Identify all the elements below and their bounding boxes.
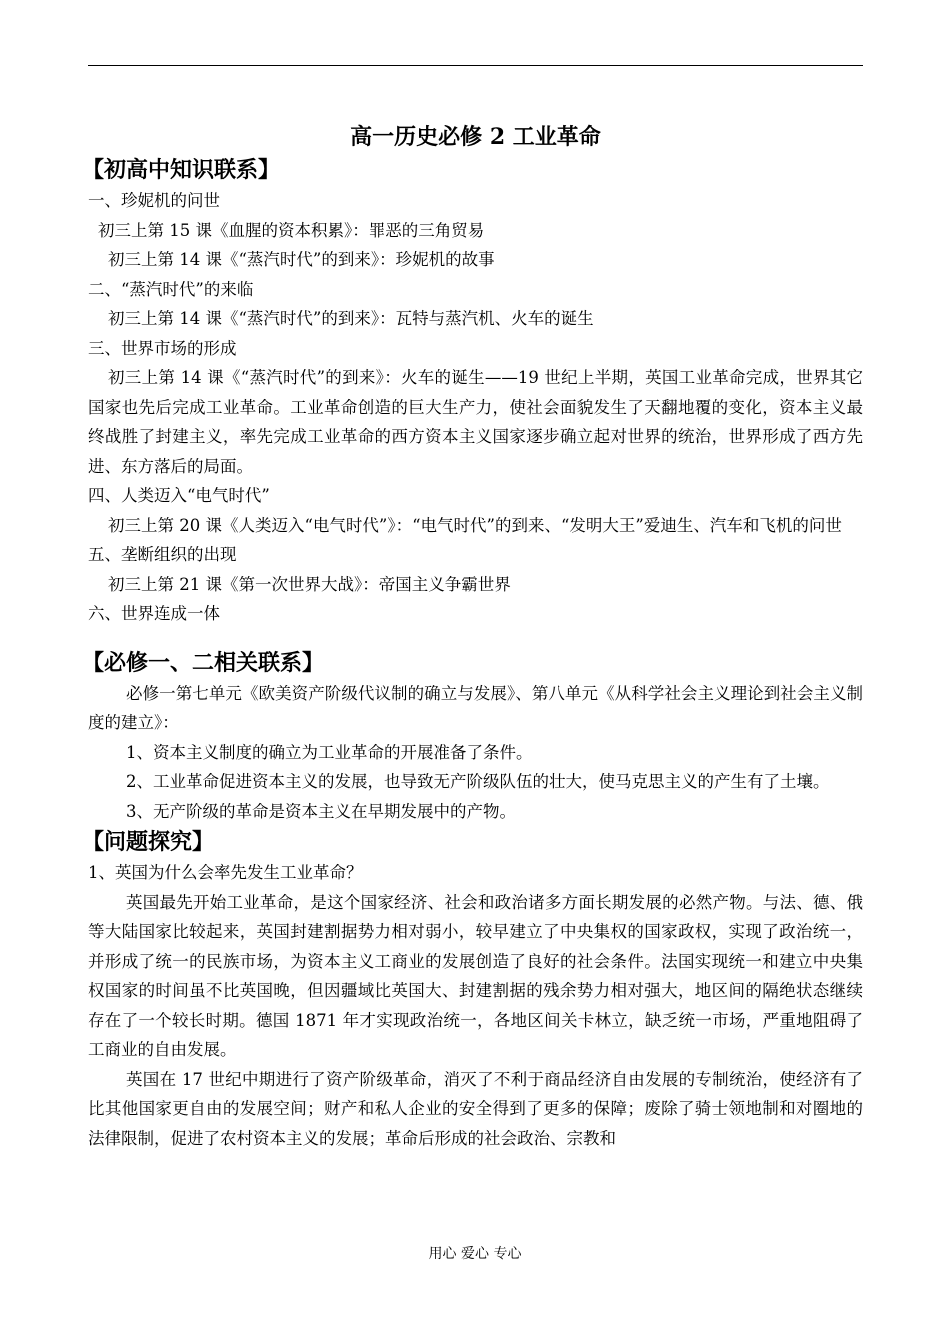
paragraph: 必修一第七单元《欧美资产阶级代议制的确立与发展》、第八单元《从科学社会主义理论到社会主义制度的建立》： xyxy=(88,683,863,732)
section-heading-related-links: 【必修一、二相关联系】 xyxy=(82,649,325,676)
list-item: 初三上第 14 课《“蒸汽时代”的到来》：珍妮机的故事 xyxy=(108,250,495,269)
question: 1、英国为什么会率先发生工业革命？ xyxy=(88,863,363,882)
paragraph: 初三上第 14 课《“蒸汽时代”的到来》：火车的诞生——19 世纪上半期，英国工业革命完成，世界其它国家也先后完成工业革命。工业革命创造的巨大生产力，使社会面貌发生了天翻地覆的变化，资本主义最终战胜了封建主义，率先完成工业革命的西方资本主义国家逐步确立起对世界的统治，世界形成了西方先进、东方落后的局面。 xyxy=(88,368,863,476)
section-heading-knowledge-links: 【初高中知识联系】 xyxy=(82,157,281,183)
list-item: 四、人类迈入“电气时代” xyxy=(88,486,270,505)
paragraph: 英国最先开始工业革命，是这个国家经济、社会和政治诸多方面长期发展的必然产物。与法、德、俄等大陆国家比较起来，英国封建割据势力相对弱小，较早建立了中央集权的国家政权，实现了政治统一，并形成了统一的民族市场，为资本主义工商业的发展创造了良好的社会条件。法国实现统一和建立中央集权国家的时间虽不比英国晚，但因疆域比英国大、封建割据的残余势力相对强大，地区间的隔绝状态继续存在了一个较长时期。德国 1871 年才实现政治统一，各地区间关卡林立，缺乏统一市场，严重地阻碍了工商业的自由发展。 xyxy=(88,892,863,1059)
page-title: 高一历史必修 2 工业革命 xyxy=(350,124,601,150)
list-item: 初三上第 21 课《第一次世界大战》：帝国主义争霸世界 xyxy=(108,574,511,594)
paragraph: 1、资本主义制度的确立为工业革命的开展准备了条件。 xyxy=(126,742,533,762)
list-item: 六、世界连成一体 xyxy=(88,604,220,623)
list-item: 三、世界市场的形成 xyxy=(88,338,237,358)
document-body xyxy=(82,120,863,1153)
paragraph: 初三上第 20 课《人类迈入“电气时代”》：“电气时代”的到来、“发明大王”爱迪生、汽车和飞机的问世 xyxy=(108,515,842,535)
section-heading-inquiry: 【问题探究】 xyxy=(82,829,215,855)
list-item: 初三上第 14 课《“蒸汽时代”的到来》：瓦特与蒸汽机、火车的诞生 xyxy=(108,309,594,328)
paragraph: 2、工业革命促进资本主义的发展，也导致无产阶级队伍的壮大，使马克思主义的产生有了土壤。 xyxy=(126,772,830,791)
paragraph: 3、无产阶级的革命是资本主义在早期发展中的产物。 xyxy=(126,801,516,821)
list-item: 二、“蒸汽时代”的来临 xyxy=(88,279,254,299)
list-item: 五、垄断组织的出现 xyxy=(88,545,237,564)
page-footer: 用心 爱心 专心 xyxy=(428,1246,522,1262)
paragraph: 英国在 17 世纪中期进行了资产阶级革命，消灭了不利于商品经济自由发展的专制统治，使经济有了比其他国家更自由的发展空间；财产和私人企业的安全得到了更多的保障；废除了骑士领地制和对圈地的法律限制，促进了农村资本主义的发展；革命后形成的社会政治、宗教和 xyxy=(88,1069,863,1148)
list-item: 一、珍妮机的问世 xyxy=(88,191,220,210)
list-item: 初三上第 15 课《血腥的资本积累》：罪恶的三角贸易 xyxy=(98,220,485,240)
spacer xyxy=(88,629,863,647)
header-rule xyxy=(88,65,863,66)
